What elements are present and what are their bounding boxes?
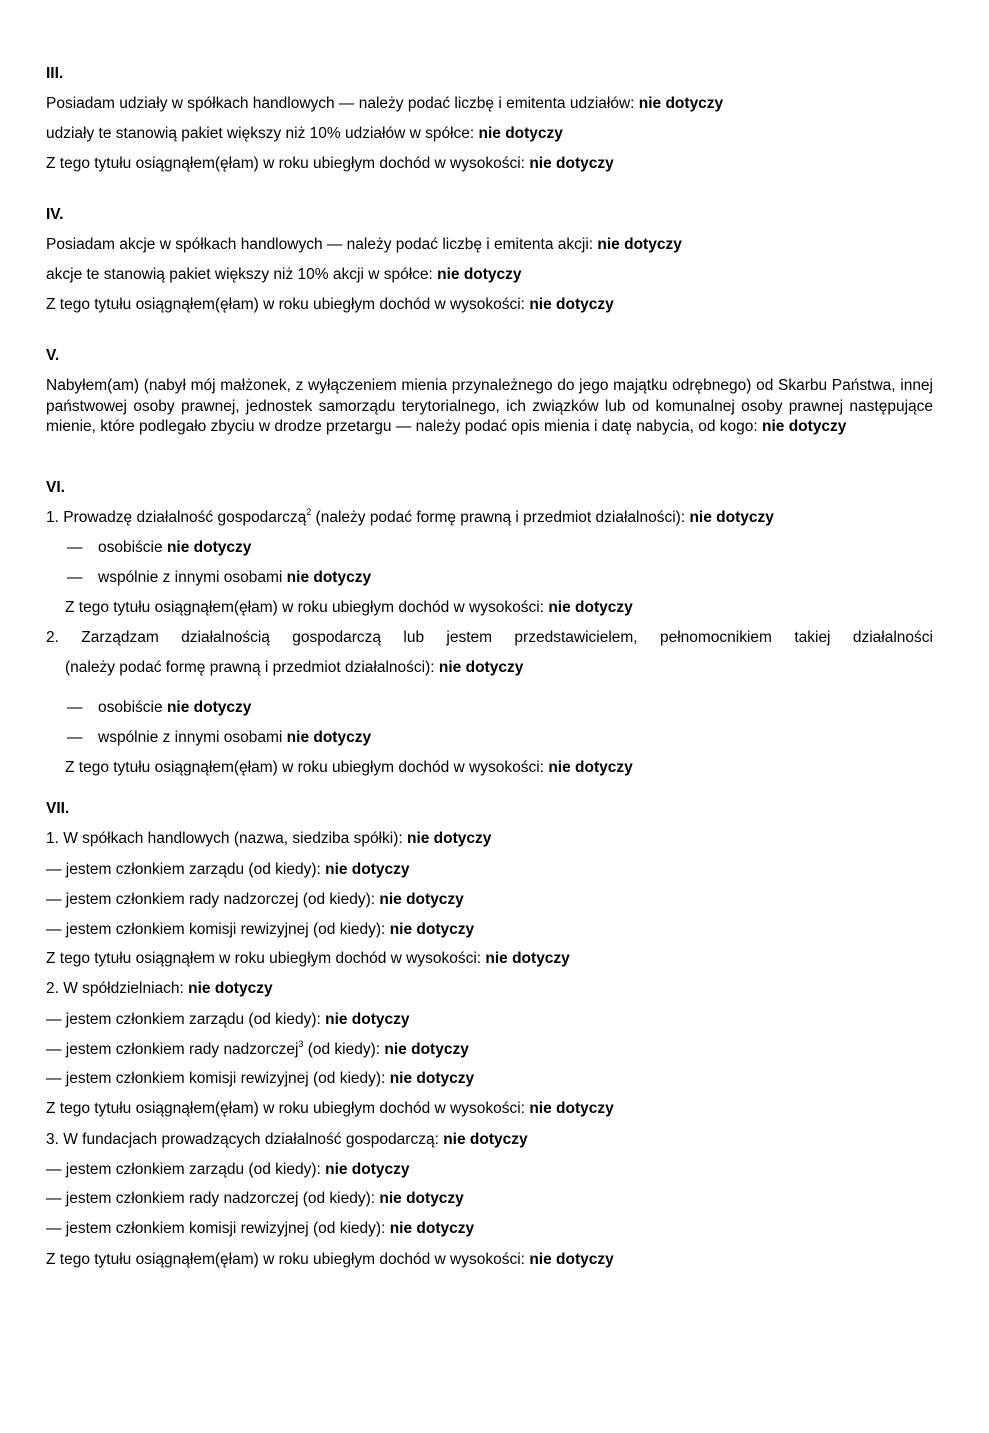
s7-item-2: 2. W spółdzielniach: nie dotyczy [46, 980, 273, 997]
s7-1-komisja: — jestem członkiem komisji rewizyjnej (od kiedy): nie dotyczy [46, 921, 475, 938]
section-heading-vi: VI. [46, 479, 65, 496]
dash: — [67, 569, 83, 586]
s7-1-income: Z tego tytułu osiągnąłem w roku ubiegłym dochód w wysokości: nie dotyczy [46, 950, 570, 967]
s7-1-rada: — jestem członkiem rady nadzorczej (od kiedy): nie dotyczy [46, 891, 464, 908]
s6-item-2-line-2: (należy podać formę prawną i przedmiot działalności): nie dotyczy [65, 659, 524, 676]
dash: — [67, 729, 83, 746]
s7-item-1: 1. W spółkach handlowych (nazwa, siedziba spółki): nie dotyczy [46, 830, 492, 847]
s7-1-zarzad: — jestem członkiem zarządu (od kiedy): nie dotyczy [46, 861, 410, 878]
s6-2-osobiscie: osobiście nie dotyczy [98, 699, 252, 716]
s7-3-rada: — jestem członkiem rady nadzorczej (od kiedy): nie dotyczy [46, 1190, 464, 1207]
s3-line-1: Posiadam udziały w spółkach handlowych — należy podać liczbę i emitenta udziałów: nie dotyczy [46, 95, 724, 112]
s4-income: Z tego tytułu osiągnąłem(ęłam) w roku ubiegłym dochód w wysokości: nie dotyczy [46, 296, 614, 313]
dash: — [67, 699, 83, 716]
s6-item-2-line-1: 2. Zarządzam działalnością gospodarczą lub jestem przedstawicielem, pełnomocnikiem takiej działalności [46, 629, 933, 646]
s7-3-income: Z tego tytułu osiągnąłem(ęłam) w roku ubiegłym dochód w wysokości: nie dotyczy [46, 1251, 614, 1268]
s4-line-2: akcje te stanowią pakiet większy niż 10% akcji w spółce: nie dotyczy [46, 266, 522, 283]
s7-2-income: Z tego tytułu osiągnąłem(ęłam) w roku ubiegłym dochód w wysokości: nie dotyczy [46, 1100, 614, 1117]
s6-1-osobiscie: osobiście nie dotyczy [98, 539, 252, 556]
section-heading-iii: III. [46, 65, 64, 82]
s5-paragraph: Nabyłem(am) (nabył mój małżonek, z wyłączeniem mienia przynależnego do jego majątku odrębnego) od Skarbu Państwa, innej państwowej osoby prawnej, jednostek samorządu terytorialnego, ich związków lub od komunalnej osoby prawnej następujące mienie, które podlegało zbyciu w drodze przetargu — należy podać opis mienia i datę nabycia, od kogo: nie dotyczy [46, 377, 933, 435]
s7-2-zarzad: — jestem członkiem zarządu (od kiedy): nie dotyczy [46, 1011, 410, 1028]
s4-line-1: Posiadam akcje w spółkach handlowych — należy podać liczbę i emitenta akcji: nie dotyczy [46, 236, 682, 253]
s7-2-rada: — jestem członkiem rady nadzorczej$^3$ (od kiedy): nie dotyczy [46, 1039, 469, 1058]
s6-1-wspolnie: wspólnie z innymi osobami nie dotyczy [98, 569, 372, 586]
s7-item-3: 3. W fundacjach prowadzących działalność gospodarczą: nie dotyczy [46, 1131, 528, 1148]
s3-income: Z tego tytułu osiągnąłem(ęłam) w roku ubiegłym dochód w wysokości: nie dotyczy [46, 155, 614, 172]
s7-2-komisja: — jestem członkiem komisji rewizyjnej (od kiedy): nie dotyczy [46, 1070, 475, 1087]
section-heading-v: V. [46, 347, 60, 364]
s3-line-2: udziały te stanowią pakiet większy niż 10% udziałów w spółce: nie dotyczy [46, 125, 563, 142]
s6-1-income: Z tego tytułu osiągnąłem(ęłam) w roku ubiegłym dochód w wysokości: nie dotyczy [65, 599, 633, 616]
dash: — [67, 539, 83, 556]
s6-2-wspolnie: wspólnie z innymi osobami nie dotyczy [98, 729, 372, 746]
section-heading-iv: IV. [46, 206, 64, 223]
s6-item-1: 1. Prowadzę działalność gospodarczą$^2$ (należy podać formę prawną i przedmiot działalności): nie dotyczy [46, 507, 774, 526]
section-heading-vii: VII. [46, 800, 70, 817]
s7-3-komisja: — jestem członkiem komisji rewizyjnej (od kiedy): nie dotyczy [46, 1220, 475, 1237]
s6-2-income: Z tego tytułu osiągnąłem(ęłam) w roku ubiegłym dochód w wysokości: nie dotyczy [65, 759, 633, 776]
s7-3-zarzad: — jestem członkiem zarządu (od kiedy): nie dotyczy [46, 1161, 410, 1178]
